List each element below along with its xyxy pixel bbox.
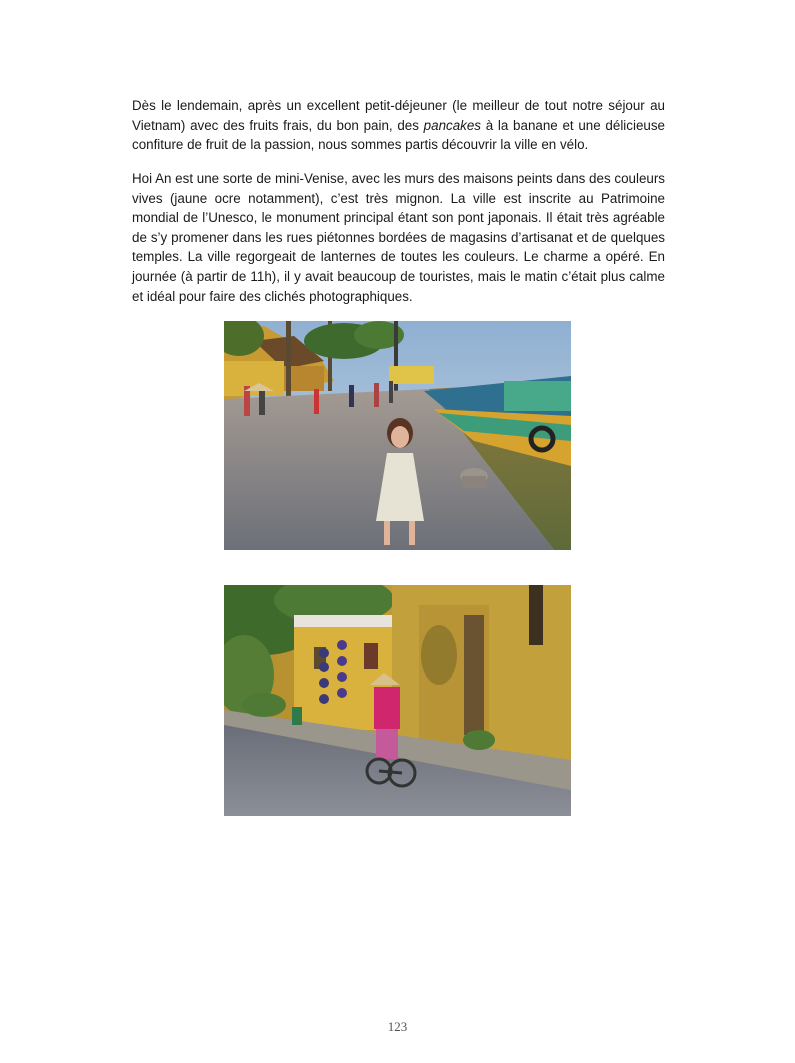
street-scene-image [224,585,571,816]
paragraph-breakfast-text-start: Dès le lendemain, après un excellent petit-déjeuner (le meilleur de tout notre séjour au Vietnam) avec des fruits frais, du bon pain, des [132,98,665,133]
paragraph-breakfast [132,96,665,155]
photo-riverside-promenade [224,321,571,550]
riverside-scene-image [224,321,571,550]
paragraph-hoi-an: Hoi An est une sorte de mini-Venise, avec les murs des maisons peints dans des couleurs vives (jaune ocre notamment), c’est très mignon. La ville est inscrite au Patrimoine mondial de l’Unesco, le monument principal étant son pont japonais. Il était très agréable de s’y promener dans les rues piétonnes bordées de magasins d’artisanat et de quelques temples. La ville regorgeait de lanternes de toutes les couleurs. Le charme a opéré. En journée (à partir de 11h), il y avait beaucoup de touristes, mais le matin c’était plus calme et idéal pour faire des clichés photographiques. [132,171,665,304]
photo-cyclist-ochre-street [224,585,571,816]
page-number: 123 [387,1019,408,1034]
italic-word-pancakes: pancakes [423,117,481,133]
paragraph-breakfast-text-end: à la banane et une délicieuse confiture de fruit de la passion, nous sommes partis découvrir la ville en vélo. [132,117,665,153]
